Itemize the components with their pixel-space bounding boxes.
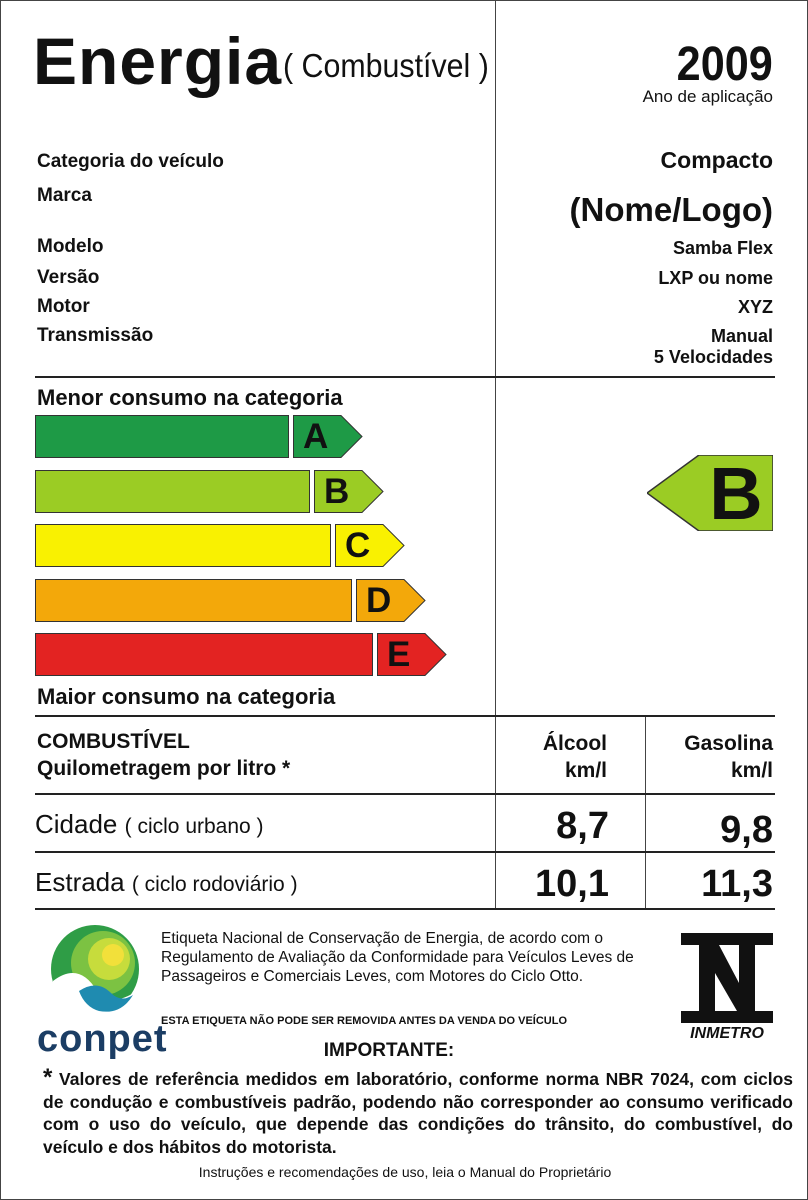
- alcohol-header: Álcool: [542, 732, 607, 755]
- scale-arrow-e: [377, 633, 447, 676]
- city-row-label: [35, 809, 264, 840]
- reference-note: [43, 1064, 793, 1158]
- transmission-value-detail: 5 Velocidades: [653, 347, 773, 367]
- important-heading: IMPORTANTE:: [323, 1040, 455, 1061]
- divider-table-row: [35, 851, 775, 853]
- city-alcohol-value: 8,7: [556, 805, 609, 847]
- fuel-header: COMBUSTÍVEL: [37, 730, 190, 753]
- highway-row-label: [35, 867, 298, 898]
- brand-label: Marca: [37, 185, 92, 206]
- table-col-divider: [645, 717, 646, 909]
- divider-scale-table: [35, 715, 775, 717]
- divider-table-header: [35, 793, 775, 795]
- scale-arrow-d: [356, 579, 426, 622]
- highway-gasoline-value: 11,3: [701, 863, 773, 905]
- brand-value: (Nome/Logo): [569, 191, 773, 228]
- model-label: Modelo: [37, 236, 104, 257]
- version-label: Versão: [37, 267, 100, 288]
- manual-instructions: Instruções e recomendações de uso, leia o Manual do Proprietário: [198, 1164, 612, 1180]
- rating-result-letter: B: [709, 452, 763, 535]
- note-asterisk: *: [43, 1064, 53, 1091]
- scale-bottom-caption: Maior consumo na categoria: [37, 684, 336, 709]
- highway-label: Estrada: [35, 867, 125, 897]
- inmetro-wordmark: INMETRO: [690, 1025, 764, 1042]
- version-value: LXP ou nome: [658, 268, 773, 288]
- scale-bar-c: [35, 524, 331, 567]
- scale-arrow-b: [314, 470, 384, 513]
- scale-top-caption: Menor consumo na categoria: [37, 385, 343, 410]
- center-divider-middle: [495, 377, 496, 909]
- application-year-caption: Ano de aplicação: [642, 87, 773, 106]
- conpet-wordmark: conpet: [37, 1018, 168, 1060]
- scale-arrow-a: [293, 415, 363, 458]
- conpet-swirl-icon: [49, 921, 141, 1017]
- scale-arrow-c: [335, 524, 405, 567]
- rating-result: [647, 452, 773, 535]
- scale-bar-d: [35, 579, 352, 622]
- scale-bar-a: [35, 415, 289, 458]
- scale-letter-e: E: [387, 635, 411, 674]
- gasoline-header: Gasolina: [684, 732, 773, 755]
- scale-bar-b: [35, 470, 310, 513]
- scale-letter-b: B: [324, 472, 350, 511]
- removal-warning: ESTA ETIQUETA NÃO PODE SER REMOVIDA ANTES DA VENDA DO VEÍCULO: [161, 1015, 568, 1027]
- transmission-label: Transmissão: [37, 325, 154, 346]
- category-label: Categoria do veículo: [37, 151, 224, 172]
- divider-vehicle-scale: [35, 376, 775, 378]
- scale-letter-a: A: [303, 417, 329, 456]
- alcohol-unit: km/l: [564, 759, 607, 782]
- category-value: Compacto: [660, 147, 773, 173]
- engine-label: Motor: [37, 296, 90, 317]
- city-cycle: ( ciclo urbano ): [124, 815, 264, 838]
- scale-bar-e: [35, 633, 373, 676]
- label-description: Etiqueta Nacional de Conservação de Energia, de acordo com o Regulamento de Avaliação da Conformidade para Veículos Leves de Passageiros e Comerciais Leves, com Motores do Ciclo Otto.: [161, 930, 634, 985]
- scale-letter-d: D: [366, 581, 392, 620]
- divider-table-footer: [35, 908, 775, 910]
- highway-alcohol-value: 10,1: [535, 863, 609, 905]
- city-label: Cidade: [35, 809, 118, 839]
- city-gasoline-value: 9,8: [720, 809, 773, 851]
- gasoline-unit: km/l: [730, 759, 773, 782]
- highway-cycle: ( ciclo rodoviário ): [131, 873, 298, 896]
- inmetro-logo-icon: [681, 933, 773, 1023]
- label-title: Energia: [33, 24, 283, 98]
- engine-value: XYZ: [737, 297, 773, 317]
- label-subtitle: ( Combustível ): [283, 47, 489, 84]
- model-value: Samba Flex: [672, 238, 773, 258]
- scale-letter-c: C: [345, 526, 371, 565]
- reference-note-text: Valores de referência medidos em laboratório, conforme norma NBR 7024, com ciclos de condução e combustíveis padrão, podendo não corresponder ao consumo verificado com o uso do veículo, que depende das condições do trânsito, do combustível, do veículo e dos hábitos do motorista.: [43, 1069, 793, 1157]
- transmission-value: Manual: [710, 326, 773, 346]
- center-divider-top: [495, 1, 496, 377]
- mileage-header: Quilometragem por litro *: [37, 757, 291, 780]
- application-year: 2009: [676, 38, 773, 91]
